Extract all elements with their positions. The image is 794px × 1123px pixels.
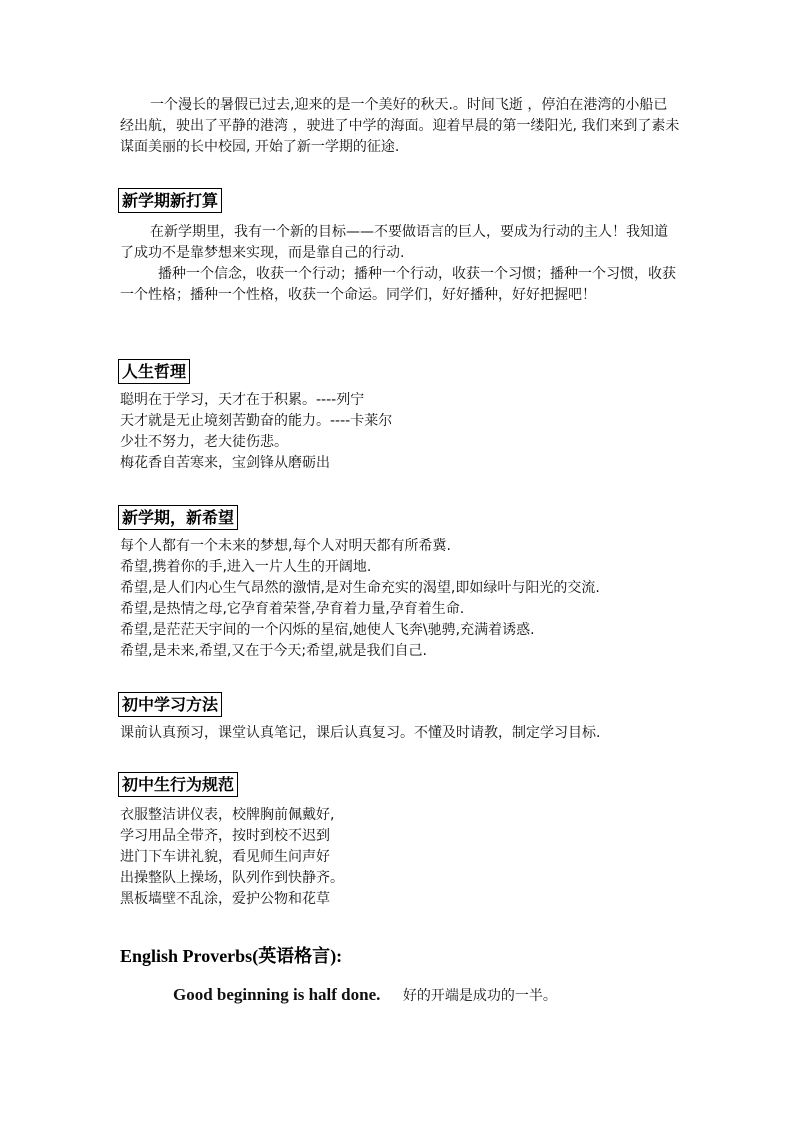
- philosophy-line: 天才就是无止境刻苦勤奋的能力。----卡莱尔: [120, 413, 393, 429]
- hope-line: 希望,是未来,希望,又在于今天;希望,就是我们自己.: [120, 643, 427, 659]
- proverb-english: Good beginning is half done.: [173, 985, 381, 1004]
- method-line: 课前认真预习，课堂认真笔记，课后认真复习。不懂及时请教，制定学习目标.: [120, 725, 601, 741]
- philosophy-line: 梅花香自苦寒来，宝剑锋从磨砺出: [120, 455, 330, 471]
- plan-paragraph-1: 在新学期里，我有一个新的目标——不要做语言的巨人，要成为行动的主人！我知道了成功不是靠梦想来实现，而是靠自己的行动.: [120, 224, 668, 261]
- hope-line: 希望,是热情之母,它孕育着荣誉,孕育着力量,孕育着生命.: [120, 601, 465, 617]
- section-title-method: 初中学习方法: [118, 692, 222, 717]
- conduct-line: 进门下车讲礼貌，看见师生问声好: [120, 849, 330, 865]
- plan-paragraph-2: 播种一个信念，收获一个行动；播种一个行动，收获一个习惯；播种一个习惯，收获一个性格；播种一个性格，收获一个命运。同学们，好好播种，好好把握吧！: [120, 266, 676, 303]
- section-title-plan: 新学期新打算: [118, 188, 222, 213]
- english-proverbs-title-end: ):: [330, 946, 343, 966]
- hope-line: 每个人都有一个未来的梦想,每个人对明天都有所希冀.: [120, 538, 451, 554]
- method-list: [120, 723, 700, 744]
- philosophy-list: [120, 390, 700, 474]
- philosophy-line: 聪明在于学习，天才在于积累。----列宁: [120, 392, 365, 408]
- hope-line: 希望,是人们内心生气昂然的激情,是对生命充实的渴望,即如绿叶与阳光的交流.: [120, 580, 600, 596]
- section-title-hope: 新学期，新希望: [118, 505, 238, 530]
- conduct-line: 出操整队上操场，队列作到快静齐。: [120, 870, 344, 886]
- conduct-list: [120, 805, 700, 910]
- philosophy-line: 少壮不努力，老大徒伤悲。: [120, 434, 288, 450]
- english-proverbs-title-en: English Proverbs(: [120, 946, 259, 966]
- proverb-chinese: 好的开端是成功的一半。: [402, 988, 557, 1004]
- intro-paragraph: 一个漫长的暑假已过去,迎来的是一个美好的秋天.。时间飞逝 ，停泊在港湾的小船已经出航，驶出了平静的港湾 ，驶进了中学的海面。迎着早晨的第一缕阳光, 我们来到了素未谋面美丽的长中校园, 开始了新一学期的征途.: [120, 97, 680, 155]
- conduct-line: 黑板墙壁不乱涂，爱护公物和花草: [120, 891, 330, 907]
- conduct-line: 衣服整洁讲仪表，校牌胸前佩戴好,: [120, 807, 335, 823]
- hope-line: 希望,是茫茫天宇间的一个闪烁的星宿,她使人飞奔\驰骋,充满着诱惑.: [120, 622, 535, 638]
- section-title-conduct: 初中生行为规范: [118, 772, 238, 797]
- section-title-philosophy: 人生哲理: [118, 359, 190, 384]
- hope-line: 希望,携着你的手,进入一片人生的开阔地.: [120, 559, 372, 575]
- proverb-line: [173, 985, 557, 1005]
- english-proverbs-title: [120, 942, 342, 968]
- english-proverbs-title-zh: 英语格言: [258, 946, 331, 967]
- conduct-line: 学习用品全带齐，按时到校不迟到: [120, 828, 330, 844]
- hope-list: [120, 536, 700, 662]
